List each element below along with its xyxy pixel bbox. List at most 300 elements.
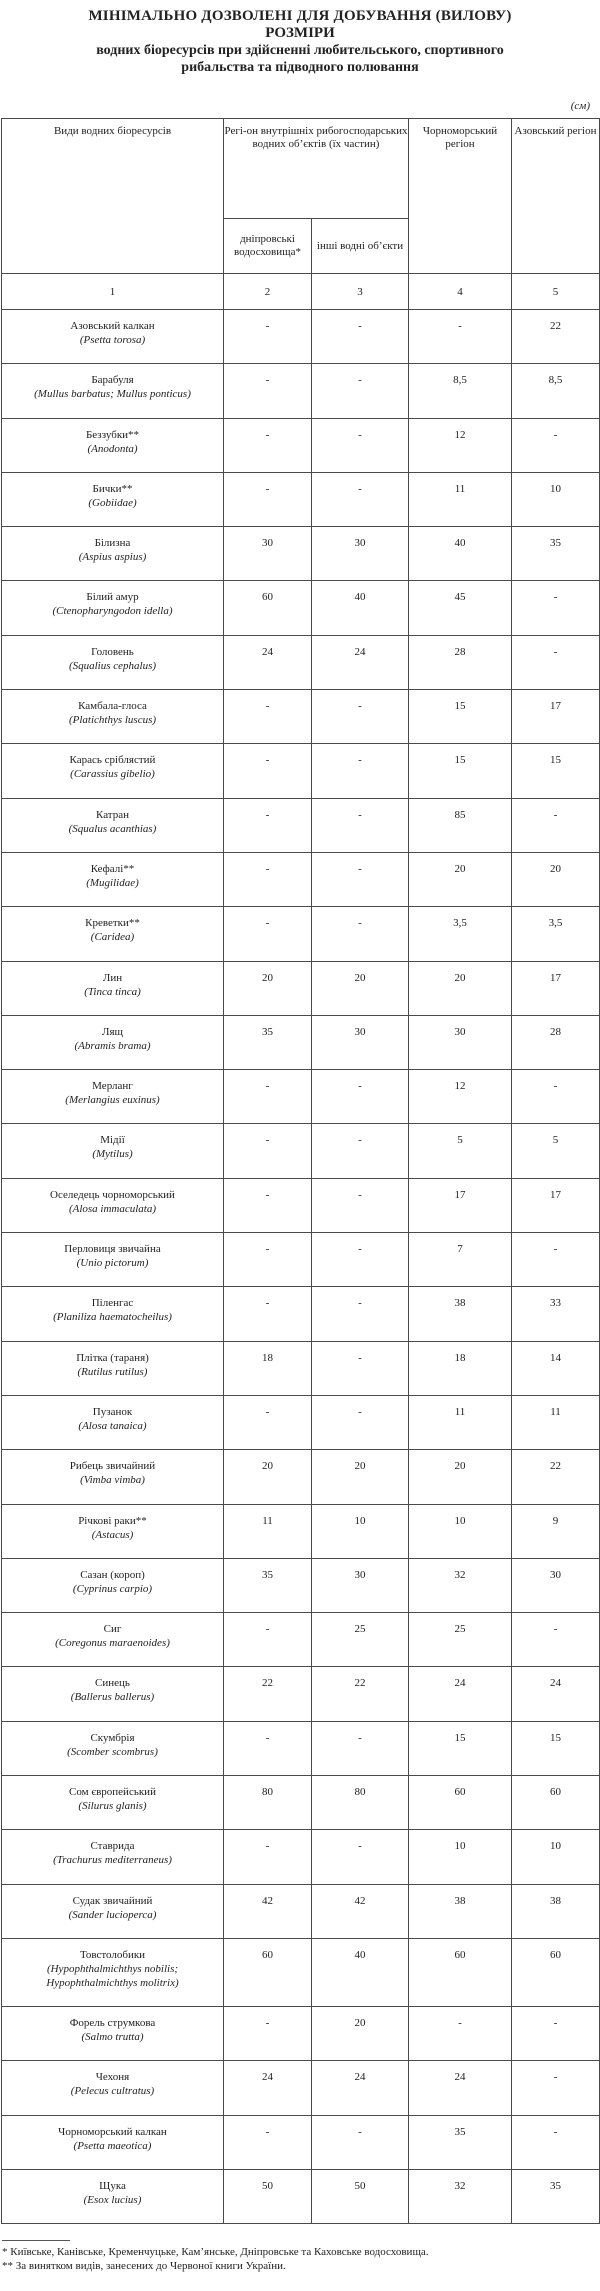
size-other: 30 xyxy=(312,1558,409,1612)
table-row xyxy=(2,1015,600,1069)
species-latin: (Hypophthalmichthys nobilis; Hypophthalmichthys molitrix) xyxy=(46,1962,179,1989)
size-other: 25 xyxy=(312,1613,409,1667)
species-latin: (Platichthys luscus) xyxy=(68,714,157,727)
size-black-sea: 12 xyxy=(409,1070,512,1124)
size-black-sea: 15 xyxy=(409,1721,512,1775)
unit-label: (см) xyxy=(570,100,590,112)
size-other: 50 xyxy=(312,2169,409,2223)
size-azov: 10 xyxy=(512,1830,600,1884)
table-row xyxy=(2,1070,600,1124)
species-latin: (Rutilus rutilus) xyxy=(77,1365,148,1378)
table-row xyxy=(2,1287,600,1341)
species-latin: (Caridea) xyxy=(90,931,135,944)
species-latin: (Aspius aspius) xyxy=(78,551,147,564)
species-latin: (Cyprinus carpio) xyxy=(72,1582,153,1595)
size-other: - xyxy=(312,1721,409,1775)
size-other: - xyxy=(312,744,409,798)
species-name: Барабуля xyxy=(91,374,134,387)
species-cell xyxy=(2,1450,224,1504)
species-latin: (Alosa tanaica) xyxy=(78,1419,147,1432)
size-dnipro: - xyxy=(224,1233,312,1287)
size-other: - xyxy=(312,1124,409,1178)
species-name: Мідії xyxy=(100,1134,125,1147)
species-latin: (Mytilus) xyxy=(92,1148,133,1161)
species-latin: (Mugilidae) xyxy=(86,876,139,889)
size-azov: 10 xyxy=(512,472,600,526)
size-other: 22 xyxy=(312,1667,409,1721)
species-latin: (Scomber scombrus) xyxy=(67,1745,158,1758)
size-other: - xyxy=(312,418,409,472)
size-azov: - xyxy=(512,418,600,472)
size-black-sea: 35 xyxy=(409,2115,512,2169)
size-dnipro: 24 xyxy=(224,2061,312,2115)
table-row xyxy=(2,1233,600,1287)
species-cell xyxy=(2,1178,224,1232)
document-title xyxy=(10,8,590,76)
size-black-sea: 20 xyxy=(409,852,512,906)
size-other: - xyxy=(312,852,409,906)
table-row xyxy=(2,1504,600,1558)
size-dnipro: 22 xyxy=(224,1667,312,1721)
table-row xyxy=(2,1884,600,1938)
species-cell xyxy=(2,1395,224,1449)
size-black-sea: 15 xyxy=(409,744,512,798)
size-dnipro: - xyxy=(224,472,312,526)
size-azov: 35 xyxy=(512,527,600,581)
size-other: 42 xyxy=(312,1884,409,1938)
species-latin: (Psetta torosa) xyxy=(79,334,146,346)
species-cell xyxy=(2,690,224,744)
size-azov: 17 xyxy=(512,961,600,1015)
size-black-sea: 12 xyxy=(409,418,512,472)
size-black-sea: 40 xyxy=(409,527,512,581)
table-row xyxy=(2,635,600,689)
table-row xyxy=(2,310,600,364)
species-latin: (Ballerus ballerus) xyxy=(70,1691,155,1704)
size-other: - xyxy=(312,1178,409,1232)
size-dnipro: - xyxy=(224,798,312,852)
species-name: Беззубки** xyxy=(85,428,140,441)
size-azov: - xyxy=(512,1613,600,1667)
header-azov: Азовський регіон xyxy=(512,119,600,274)
size-dnipro: - xyxy=(224,1178,312,1232)
species-name: Сазан (короп) xyxy=(80,1568,145,1581)
species-latin: (Merlangius euxinus) xyxy=(65,1094,160,1107)
species-name: Головень xyxy=(91,645,134,658)
size-black-sea: 20 xyxy=(409,961,512,1015)
species-cell xyxy=(2,852,224,906)
species-cell xyxy=(2,635,224,689)
table-row xyxy=(2,1178,600,1232)
size-other: 20 xyxy=(312,961,409,1015)
species-latin: (Coregonus maraenoides) xyxy=(55,1637,170,1650)
table-row xyxy=(2,1124,600,1178)
title-line-4: рибальства та підводного полювання xyxy=(181,60,419,75)
species-name: Щука xyxy=(99,2179,126,2192)
size-black-sea: 32 xyxy=(409,1558,512,1612)
size-black-sea: 11 xyxy=(409,1395,512,1449)
species-cell xyxy=(2,472,224,526)
species-latin: (Salmo trutta) xyxy=(81,2030,144,2043)
size-dnipro: 50 xyxy=(224,2169,312,2223)
size-black-sea: 60 xyxy=(409,1938,512,2006)
species-name: Судак звичайний xyxy=(72,1894,153,1907)
size-other: - xyxy=(312,798,409,852)
footnote-divider xyxy=(2,2240,70,2241)
size-dnipro: 18 xyxy=(224,1341,312,1395)
size-black-sea: 38 xyxy=(409,1884,512,1938)
species-name: Камбала-глоса xyxy=(78,700,147,713)
species-latin: (Squalius cephalus) xyxy=(68,659,157,672)
species-cell xyxy=(2,907,224,961)
species-name: Сиг xyxy=(103,1623,122,1636)
size-other: - xyxy=(312,1830,409,1884)
title-line-2: РОЗМІРИ xyxy=(265,25,335,41)
table-row xyxy=(2,2006,600,2060)
species-cell xyxy=(2,2061,224,2115)
size-black-sea: 8,5 xyxy=(409,364,512,418)
size-azov: 22 xyxy=(512,1450,600,1504)
size-other: - xyxy=(312,310,409,364)
table-row xyxy=(2,1938,600,2006)
size-other: 80 xyxy=(312,1776,409,1830)
size-dnipro: - xyxy=(224,2115,312,2169)
species-name: Білий амур xyxy=(86,591,139,604)
size-dnipro: 30 xyxy=(224,527,312,581)
species-latin: (Sander lucioperca) xyxy=(68,1908,157,1921)
species-cell xyxy=(2,1070,224,1124)
size-other: 40 xyxy=(312,1938,409,2006)
size-azov: 17 xyxy=(512,1178,600,1232)
size-black-sea: 5 xyxy=(409,1124,512,1178)
title-line-1: МІНІМАЛЬНО ДОЗВОЛЕНІ ДЛЯ ДОБУВАННЯ (ВИЛОВУ) xyxy=(88,8,512,24)
species-latin: (Gobiidae) xyxy=(88,496,137,509)
species-name: Пузанок xyxy=(92,1405,133,1418)
table-row xyxy=(2,852,600,906)
col-number: 2 xyxy=(224,274,312,310)
table-row xyxy=(2,2169,600,2223)
table-row xyxy=(2,581,600,635)
size-dnipro: 20 xyxy=(224,961,312,1015)
size-azov: 17 xyxy=(512,690,600,744)
species-latin: (Squalus acanthias) xyxy=(68,822,157,835)
size-dnipro: - xyxy=(224,1613,312,1667)
species-name: Річкові раки** xyxy=(78,1514,147,1527)
size-black-sea: 30 xyxy=(409,1015,512,1069)
species-name: Ставрида xyxy=(90,1840,135,1853)
size-black-sea: 17 xyxy=(409,1178,512,1232)
size-azov: - xyxy=(512,798,600,852)
sizes-table xyxy=(1,118,600,2224)
size-azov: 28 xyxy=(512,1015,600,1069)
size-other: 24 xyxy=(312,635,409,689)
size-other: 30 xyxy=(312,1015,409,1069)
size-black-sea: 7 xyxy=(409,1233,512,1287)
table-row xyxy=(2,1667,600,1721)
table-row xyxy=(2,1721,600,1775)
size-azov: 20 xyxy=(512,852,600,906)
size-dnipro: - xyxy=(224,852,312,906)
species-latin: (Abramis brama) xyxy=(74,1039,151,1052)
species-cell xyxy=(2,961,224,1015)
size-black-sea: 85 xyxy=(409,798,512,852)
size-dnipro: - xyxy=(224,1721,312,1775)
size-black-sea: 38 xyxy=(409,1287,512,1341)
size-other: 40 xyxy=(312,581,409,635)
table-row xyxy=(2,527,600,581)
size-other: - xyxy=(312,907,409,961)
size-black-sea: 3,5 xyxy=(409,907,512,961)
species-cell xyxy=(2,418,224,472)
species-name: Сом європейський xyxy=(69,1786,156,1799)
table-row xyxy=(2,2115,600,2169)
size-black-sea: 20 xyxy=(409,1450,512,1504)
species-cell xyxy=(2,1830,224,1884)
size-azov: 33 xyxy=(512,1287,600,1341)
species-cell xyxy=(2,364,224,418)
size-azov: 11 xyxy=(512,1395,600,1449)
header-inland: Регі-он внутрішніх рибогосподарських водних об’єктів (їх частин) xyxy=(224,119,409,219)
species-name: Товстолобики xyxy=(79,1948,146,1961)
size-azov: 24 xyxy=(512,1667,600,1721)
size-dnipro: - xyxy=(224,744,312,798)
size-dnipro: - xyxy=(224,364,312,418)
size-dnipro: - xyxy=(224,1070,312,1124)
size-black-sea: 10 xyxy=(409,1504,512,1558)
size-azov: - xyxy=(512,2006,600,2060)
species-cell xyxy=(2,744,224,798)
species-name: Оселедець чорноморський xyxy=(50,1188,175,1201)
size-other: 30 xyxy=(312,527,409,581)
species-cell xyxy=(2,2169,224,2223)
species-latin: (Carassius gibelio) xyxy=(70,768,155,781)
species-name: Креветки** xyxy=(85,917,140,930)
col-number: 4 xyxy=(409,274,512,310)
size-other: - xyxy=(312,2115,409,2169)
table-row xyxy=(2,1395,600,1449)
size-dnipro: 20 xyxy=(224,1450,312,1504)
footnote-1: * Київське, Канівське, Кременчуцьке, Кам’янське, Дніпровське та Каховське водосховища. xyxy=(2,2246,429,2259)
species-latin: (Silurus glanis) xyxy=(78,1800,147,1813)
size-black-sea: 11 xyxy=(409,472,512,526)
size-other: 24 xyxy=(312,2061,409,2115)
table-row xyxy=(2,744,600,798)
species-name: Перловиця звичайна xyxy=(64,1243,161,1256)
size-azov: 60 xyxy=(512,1938,600,2006)
size-black-sea: 18 xyxy=(409,1341,512,1395)
size-dnipro: 35 xyxy=(224,1558,312,1612)
species-latin: (Alosa immaculata) xyxy=(68,1202,157,1215)
header-black-sea: Чорноморський регіон xyxy=(409,119,512,274)
species-latin: (Astacus) xyxy=(91,1528,134,1541)
size-dnipro: 35 xyxy=(224,1015,312,1069)
size-other: - xyxy=(312,690,409,744)
size-black-sea: - xyxy=(409,2006,512,2060)
size-dnipro: - xyxy=(224,690,312,744)
size-other: - xyxy=(312,1070,409,1124)
size-other: 20 xyxy=(312,1450,409,1504)
species-cell xyxy=(2,1884,224,1938)
size-black-sea: 45 xyxy=(409,581,512,635)
table-row xyxy=(2,1341,600,1395)
species-latin: (Esox lucius) xyxy=(83,2193,142,2206)
species-name: Білизна xyxy=(94,537,131,550)
size-azov: 35 xyxy=(512,2169,600,2223)
table-row xyxy=(2,1558,600,1612)
size-black-sea: 24 xyxy=(409,2061,512,2115)
size-azov: - xyxy=(512,581,600,635)
size-dnipro: - xyxy=(224,1124,312,1178)
species-name: Скумбрія xyxy=(90,1731,135,1744)
species-name: Лящ xyxy=(102,1025,123,1038)
species-name: Катран xyxy=(96,808,129,821)
size-dnipro: - xyxy=(224,907,312,961)
species-name: Форель струмкова xyxy=(69,2016,156,2029)
species-latin: (Pelecus cultratus) xyxy=(70,2085,155,2098)
size-azov: 60 xyxy=(512,1776,600,1830)
species-cell xyxy=(2,1504,224,1558)
size-azov: 5 xyxy=(512,1124,600,1178)
size-black-sea: 28 xyxy=(409,635,512,689)
species-latin: (Vimba vimba) xyxy=(80,1474,145,1487)
species-name: Карась сріблястий xyxy=(69,754,156,767)
species-cell xyxy=(2,1558,224,1612)
table-row xyxy=(2,2061,600,2115)
size-dnipro: - xyxy=(224,418,312,472)
size-azov: 30 xyxy=(512,1558,600,1612)
size-azov: 22 xyxy=(512,310,600,364)
species-name: Синець xyxy=(95,1677,130,1690)
species-latin: (Planiliza haematocheilus) xyxy=(53,1311,172,1324)
species-name: Чехоня xyxy=(95,2071,130,2084)
species-cell xyxy=(2,581,224,635)
col-number: 5 xyxy=(512,274,600,310)
header-dnipro: дніпровські водосховища* xyxy=(224,219,312,274)
species-cell xyxy=(2,527,224,581)
table-row xyxy=(2,1450,600,1504)
table-row xyxy=(2,907,600,961)
size-other: - xyxy=(312,1341,409,1395)
col-number: 3 xyxy=(312,274,409,310)
species-cell xyxy=(2,1613,224,1667)
table-row xyxy=(2,1776,600,1830)
table-row xyxy=(2,364,600,418)
species-name: Рибець звичайний xyxy=(69,1460,156,1473)
species-cell xyxy=(2,1015,224,1069)
size-other: 20 xyxy=(312,2006,409,2060)
species-cell xyxy=(2,310,224,364)
size-other: - xyxy=(312,364,409,418)
size-azov: 9 xyxy=(512,1504,600,1558)
species-cell xyxy=(2,1667,224,1721)
species-cell xyxy=(2,1341,224,1395)
size-black-sea: 60 xyxy=(409,1776,512,1830)
species-cell xyxy=(2,1287,224,1341)
size-dnipro: 60 xyxy=(224,1938,312,2006)
species-cell xyxy=(2,798,224,852)
table-row xyxy=(2,961,600,1015)
size-other: - xyxy=(312,1287,409,1341)
species-cell xyxy=(2,2115,224,2169)
species-cell xyxy=(2,1776,224,1830)
species-cell xyxy=(2,1721,224,1775)
size-azov: - xyxy=(512,1070,600,1124)
species-name: Бички** xyxy=(92,482,133,495)
species-latin: (Ctenopharyngodon idella) xyxy=(52,605,173,618)
size-black-sea: 32 xyxy=(409,2169,512,2223)
species-latin: (Anodonta) xyxy=(87,442,138,455)
size-black-sea: 10 xyxy=(409,1830,512,1884)
size-azov: - xyxy=(512,2115,600,2169)
size-azov: - xyxy=(512,635,600,689)
size-dnipro: - xyxy=(224,1395,312,1449)
size-dnipro: - xyxy=(224,1287,312,1341)
size-dnipro: - xyxy=(224,1830,312,1884)
size-other: - xyxy=(312,1395,409,1449)
species-latin: (Tinca tinca) xyxy=(84,985,141,998)
size-other: - xyxy=(312,472,409,526)
size-azov: 15 xyxy=(512,744,600,798)
table-body xyxy=(2,310,600,2224)
title-line-3: водних біоресурсів при здійсненні любительського, спортивного xyxy=(96,43,504,58)
size-other: - xyxy=(312,1233,409,1287)
size-dnipro: - xyxy=(224,2006,312,2060)
table-row xyxy=(2,690,600,744)
size-dnipro: 24 xyxy=(224,635,312,689)
size-dnipro: 80 xyxy=(224,1776,312,1830)
col-number: 1 xyxy=(2,274,224,310)
species-name: Мерланг xyxy=(92,1080,133,1093)
size-dnipro: 11 xyxy=(224,1504,312,1558)
species-name: Азовський калкан xyxy=(70,320,155,332)
size-black-sea: 24 xyxy=(409,1667,512,1721)
species-cell xyxy=(2,2006,224,2060)
species-latin: (Psetta maeotica) xyxy=(73,2139,152,2152)
species-name: Лин xyxy=(102,971,123,984)
size-other: 10 xyxy=(312,1504,409,1558)
species-name: Плітка (тараня) xyxy=(76,1351,149,1364)
size-azov: 14 xyxy=(512,1341,600,1395)
size-azov: 15 xyxy=(512,1721,600,1775)
size-azov: 3,5 xyxy=(512,907,600,961)
size-dnipro: - xyxy=(224,310,312,364)
species-name: Кефалі** xyxy=(90,862,135,875)
table-row xyxy=(2,798,600,852)
species-name: Чорноморський калкан xyxy=(58,2125,167,2138)
header-other: інші водні об’єкти xyxy=(312,219,409,274)
species-latin: (Trachurus mediterraneus) xyxy=(53,1854,172,1867)
species-latin: (Mullus barbatus; Mullus ponticus) xyxy=(34,388,191,401)
size-azov: 8,5 xyxy=(512,364,600,418)
species-name: Піленгас xyxy=(91,1297,134,1310)
species-cell xyxy=(2,1124,224,1178)
size-black-sea: - xyxy=(409,310,512,364)
table-row xyxy=(2,1613,600,1667)
species-cell xyxy=(2,1938,224,2006)
table-row xyxy=(2,1830,600,1884)
species-latin: (Unio pictorum) xyxy=(76,1257,149,1270)
header-species: Види водних біоресурсів xyxy=(2,119,224,274)
size-azov: - xyxy=(512,2061,600,2115)
species-cell xyxy=(2,1233,224,1287)
size-azov: - xyxy=(512,1233,600,1287)
size-black-sea: 25 xyxy=(409,1613,512,1667)
footnote-2: ** За винятком видів, занесених до Червоної книги України. xyxy=(2,2260,286,2273)
size-dnipro: 60 xyxy=(224,581,312,635)
size-black-sea: 15 xyxy=(409,690,512,744)
size-azov: 38 xyxy=(512,1884,600,1938)
table-row xyxy=(2,472,600,526)
